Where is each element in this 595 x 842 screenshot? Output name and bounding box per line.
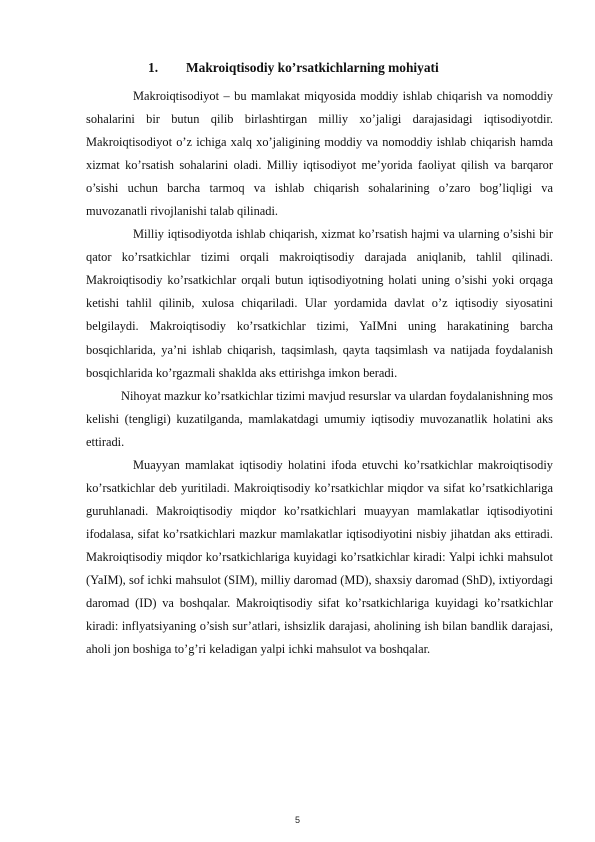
section-heading: [148, 59, 548, 77]
paragraph-2: Milliy iqtisodiyotda ishlab chiqarish, xizmat ko’rsatish hajmi va ularning o’sishi bir qator ko’rsatkichlar tizimi orqali makroiqtisodiy darajada aniqlanib, tahlil qilinadi. Makroiqtisodiy ko’rsatkichlar orqali butun iqtisodiyotning holati uning o’sishi yoki orqaga ketishi tahlil qilinib, xulosa chiqariladi. Ular yordamida davlat o’z iqtisodiy siyosatini belgilaydi. Makroiqtisodiy ko’rsatkichlar tizimi, YaIMni uning harakatining barcha bosqichlarida, ya’ni ishlab chiqarish, taqsimlash, qayta taqsimlash va natijada foydalanish bosqichlarida ko’rgazmali shaklda aks ettirishga imkon beradi.: [86, 227, 553, 380]
body-text: [86, 85, 553, 661]
paragraph-1: Makroiqtisodiyot – bu mamlakat miqyosida moddiy ishlab chiqarish va nomoddiy sohalarini bir butun qilib birlashtirgan milliy xo’jaligi darajasidagi iqtisodiyotdir. Makroiqtisodiyot o’z ichiga xalq xo’jaligining moddiy va nomoddiy ishlab chiqarish hamda xizmat ko’rsatish sohalarini oladi. Milliy iqtisodiyot me’yorida faoliyat qilish va barqaror o’sishi uchun barcha tarmoq va ishlab chiqarish sohalarining o’zaro bog’liqligi va muvozanatli rivojlanishi talab qilinadi.: [86, 89, 553, 219]
section-number: 1.: [148, 60, 159, 75]
section-title: Makroiqtisodiy ko’rsatkichlarning mohiyati: [186, 60, 439, 75]
page-number: 5: [294, 815, 300, 825]
paragraph-4: Muayyan mamlakat iqtisodiy holatini ifoda etuvchi ko’rsatkichlar makroiqtisodiy ko’rsatkichlar deb yuritiladi. Makroiqtisodiy ko’rsatkichlar miqdor va sifat ko’rsatkichlariga guruhlanadi. Makroiqtisodiy miqdor ko’rsatkichlari muayyan mamlakatlar iqtisodiyotini ifodalasa, sifat ko’rsatkichlari mazkur mamlakatlar iqtisodiyotini nisbiy jihatdan aks ettiradi. Makroiqtisodiy miqdor ko’rsatkichlariga kuyidagi ko’rsatkichlar kiradi: Yalpi ichki mahsulot (YaIM), sof ichki mahsulot (SIM), milliy daromad (MD), shaxsiy daromad (ShD), ixtiyordagi daromad (ID) va boshqalar. Makroiqtisodiy sifat ko’rsatkichlariga kuyidagi ko’rsatkichlar kiradi: inflyatsiyaning o’sish sur’atlari, ishsizlik darajasi, aholining ish bilan bandlik darajasi, aholi jon boshiga to’g’ri keladigan yalpi ichki mahsulot va boshqalar.: [86, 457, 553, 657]
paragraph-3: Nihoyat mazkur ko’rsatkichlar tizimi mavjud resurslar va ulardan foydalanishning mos kelishi (tengligi) kuzatilganda, mamlakatdagi umumiy iqtisodiy muvozanatlik holatini aks ettiradi.: [86, 388, 553, 449]
